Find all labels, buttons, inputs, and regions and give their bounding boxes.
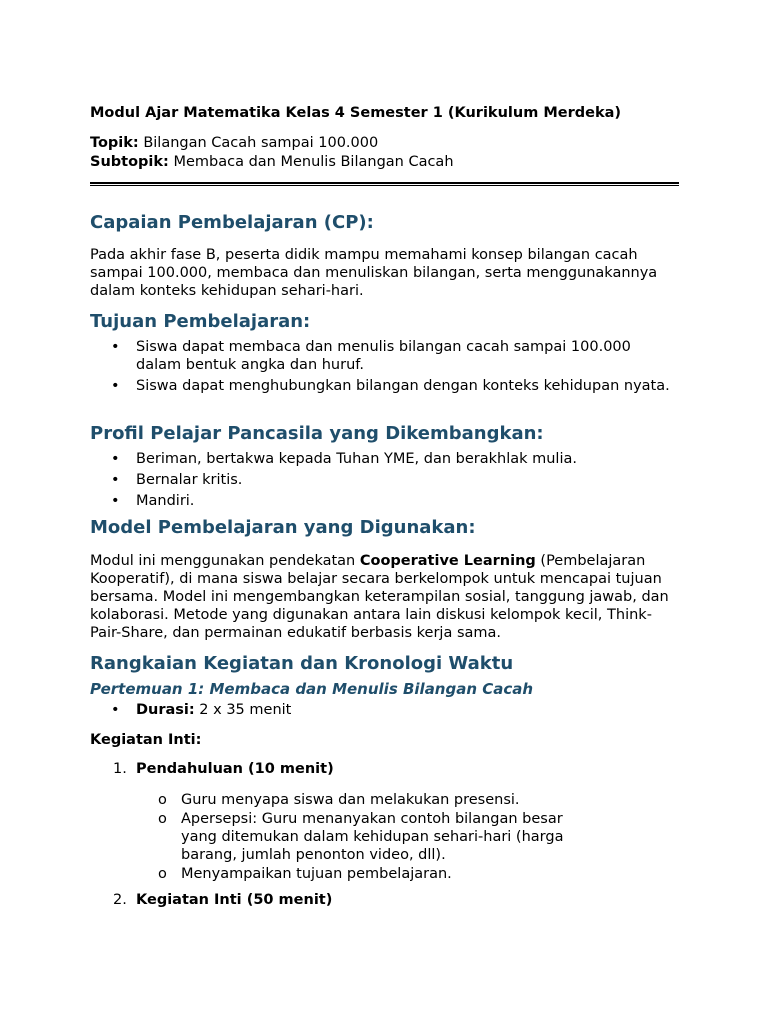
- list-item: • Mandiri.: [111, 493, 195, 509]
- step-number: 1.: [113, 761, 127, 777]
- circle-bullet-icon: o: [158, 792, 167, 808]
- list-item: • Siswa dapat menghubungkan bilangan dengan konteks kehidupan nyata.: [111, 378, 670, 394]
- bullet-icon: •: [111, 702, 120, 718]
- bullet-icon: •: [111, 339, 120, 355]
- list-item: • Siswa dapat membaca dan menulis bilangan cacah sampai 100.000 dalam bentuk angka dan huruf.: [111, 339, 631, 373]
- step-number: 2.: [113, 892, 127, 908]
- document-title: Modul Ajar Matematika Kelas 4 Semester 1 (Kurikulum Merdeka): [90, 105, 622, 121]
- cp-paragraph: Pada akhir fase B, peserta didik mampu memahami konsep bilangan cacah sampai 100.000, membaca dan menuliskan bilangan, serta menggunakannya dalam konteks kehidupan sehari-hari.: [90, 247, 658, 299]
- list-item: o Guru menyapa siswa dan melakukan presensi.: [158, 792, 520, 808]
- subtopic-label: Subtopik:: [90, 154, 169, 170]
- subtopic-value: Membaca dan Menulis Bilangan Cacah: [168, 154, 454, 170]
- pertemuan-subheading: Pertemuan 1: Membaca dan Menulis Bilangan Cacah: [90, 680, 534, 698]
- circle-bullet-icon: o: [158, 866, 167, 882]
- model-heading: Model Pembelajaran yang Digunakan:: [90, 517, 476, 538]
- bullet-icon: •: [111, 451, 120, 467]
- topic-line: [90, 134, 378, 152]
- list-item: • Beriman, bertakwa kepada Tuhan YME, dan berakhlak mulia.: [111, 451, 577, 467]
- durasi-label: Durasi:: [136, 702, 195, 718]
- kegiatan-inti-label: Kegiatan Inti:: [90, 732, 202, 748]
- list-item: o Menyampaikan tujuan pembelajaran.: [158, 866, 452, 882]
- model-paragraph: Modul ini menggunakan pendekatan Cooperative Learning (Pembelajaran Kooperatif), di mana siswa belajar secara berkelompok untuk mencapai tujuan bersama. Model ini mengembangkan keterampilan sosial, tanggung jawab, dan kolaborasi. Metode yang digunakan antara lain diskusi kelompok kecil, Think-Pair-Share, dan permainan edukatif berbasis kerja sama.: [90, 553, 669, 641]
- bullet-icon: •: [111, 493, 120, 509]
- profil-heading: Profil Pelajar Pancasila yang Dikembangkan:: [90, 423, 544, 444]
- list-item: [90, 701, 680, 719]
- durasi-value: 2 x 35 menit: [194, 702, 292, 718]
- tujuan-heading: Tujuan Pembelajaran:: [90, 311, 311, 332]
- bullet-icon: •: [111, 378, 120, 394]
- header-divider: [90, 182, 679, 186]
- bullet-icon: •: [111, 472, 120, 488]
- topic-label: Topik:: [90, 135, 139, 151]
- model-bold-term: Cooperative Learning: [359, 553, 536, 569]
- durasi-list: [90, 701, 680, 722]
- step-title: Pendahuluan (10 menit): [136, 761, 334, 777]
- tujuan-list: [90, 338, 680, 398]
- cp-heading: Capaian Pembelajaran (CP):: [90, 212, 374, 233]
- list-item: • Bernalar kritis.: [111, 472, 243, 488]
- topic-value: Bilangan Cacah sampai 100.000: [138, 135, 379, 151]
- subtopic-line: [90, 153, 454, 171]
- step-title: Kegiatan Inti (50 menit): [136, 892, 333, 908]
- pendahuluan-sublist: [90, 791, 680, 884]
- kegiatan-heading: Rangkaian Kegiatan dan Kronologi Waktu: [90, 653, 514, 674]
- circle-bullet-icon: o: [158, 811, 167, 827]
- list-item: o Apersepsi: Guru menanyakan contoh bilangan besar yang ditemukan dalam kehidupan sehari-hari (harga barang, jumlah penonton video, dll).: [158, 811, 564, 863]
- profil-list: [90, 450, 680, 513]
